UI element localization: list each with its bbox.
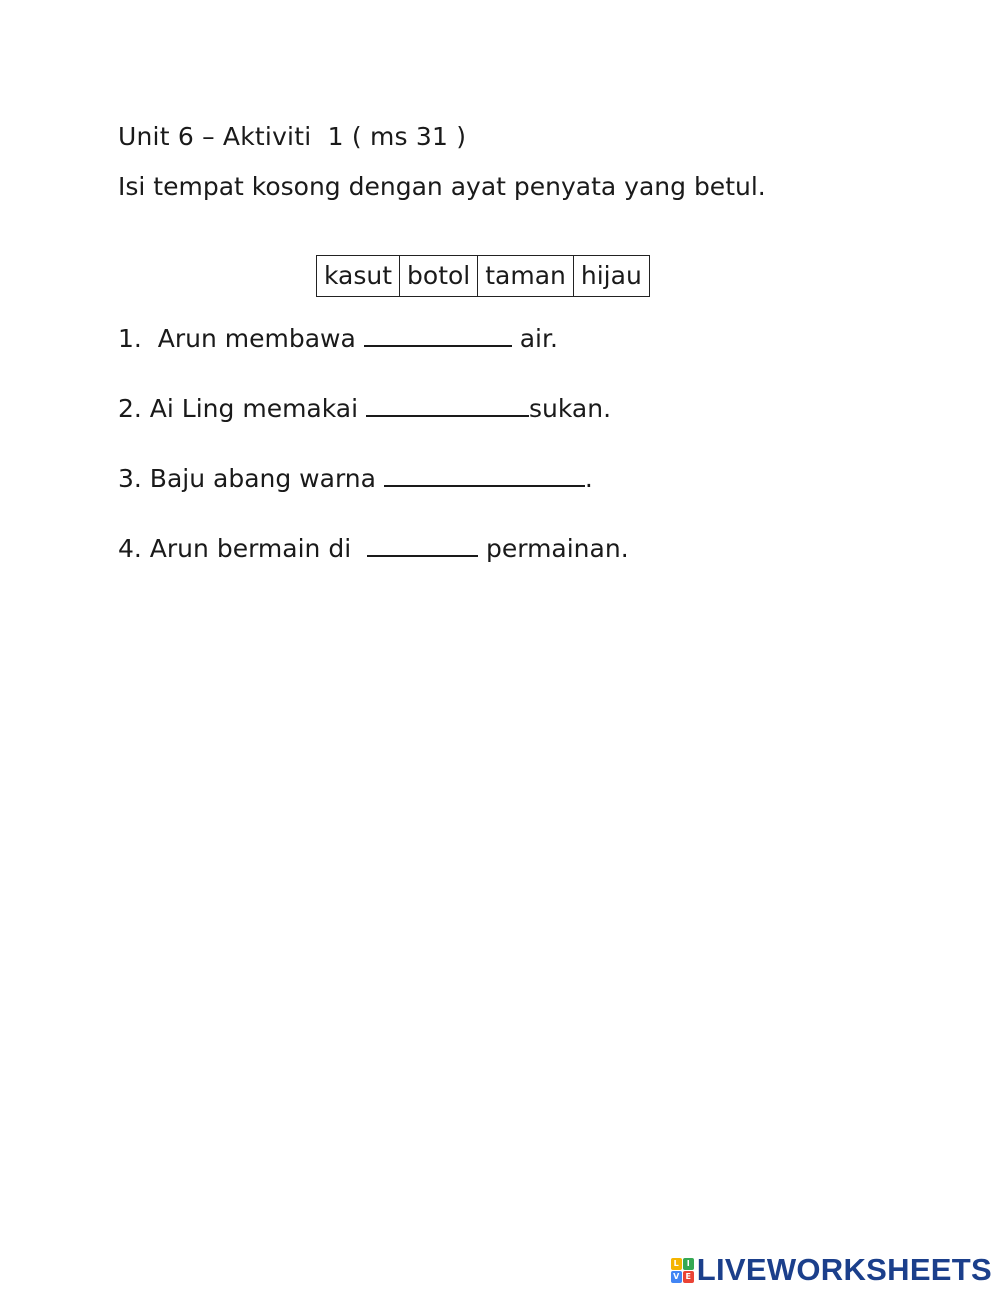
question-text-after: permainan. xyxy=(478,534,629,563)
answer-blank-3[interactable] xyxy=(384,463,585,487)
logo-mark-letter: E xyxy=(683,1271,694,1283)
question-text-after: sukan. xyxy=(529,394,612,423)
word-bank-item: hijau xyxy=(573,256,649,297)
question-number: 3. xyxy=(118,464,142,493)
logo-mark-letter: L xyxy=(671,1258,682,1270)
question-text-before: Ai Ling memakai xyxy=(141,394,366,423)
answer-blank-1[interactable] xyxy=(364,323,512,347)
question-number: 2. xyxy=(118,394,142,423)
logo-mark-letter: V xyxy=(671,1271,682,1283)
word-bank-item: kasut xyxy=(317,256,400,297)
question-number: 1. xyxy=(118,324,142,353)
liveworksheets-logo-icon xyxy=(671,1258,694,1283)
worksheet-title: Unit 6 – Aktiviti 1 ( ms 31 ) xyxy=(118,122,467,151)
question-4 xyxy=(118,533,629,563)
question-1 xyxy=(118,323,558,353)
question-text-after: air. xyxy=(511,324,558,353)
word-bank-item: botol xyxy=(400,256,478,297)
answer-blank-2[interactable] xyxy=(366,393,529,417)
word-bank-table xyxy=(316,255,650,297)
question-text-before: Baju abang warna xyxy=(141,464,384,493)
question-3 xyxy=(118,463,593,493)
question-text-before: Arun membawa xyxy=(141,324,364,353)
liveworksheets-logo[interactable] xyxy=(671,1252,992,1288)
worksheet-instruction: Isi tempat kosong dengan ayat penyata yang betul. xyxy=(118,172,766,201)
word-bank-item: taman xyxy=(478,256,574,297)
question-text-before: Arun bermain di xyxy=(141,534,368,563)
answer-blank-4[interactable] xyxy=(367,533,478,557)
question-2 xyxy=(118,393,611,423)
question-text-after: . xyxy=(584,464,593,493)
logo-text: LIVEWORKSHEETS xyxy=(696,1252,992,1287)
question-number: 4. xyxy=(118,534,142,563)
logo-mark-letter: I xyxy=(683,1258,694,1270)
